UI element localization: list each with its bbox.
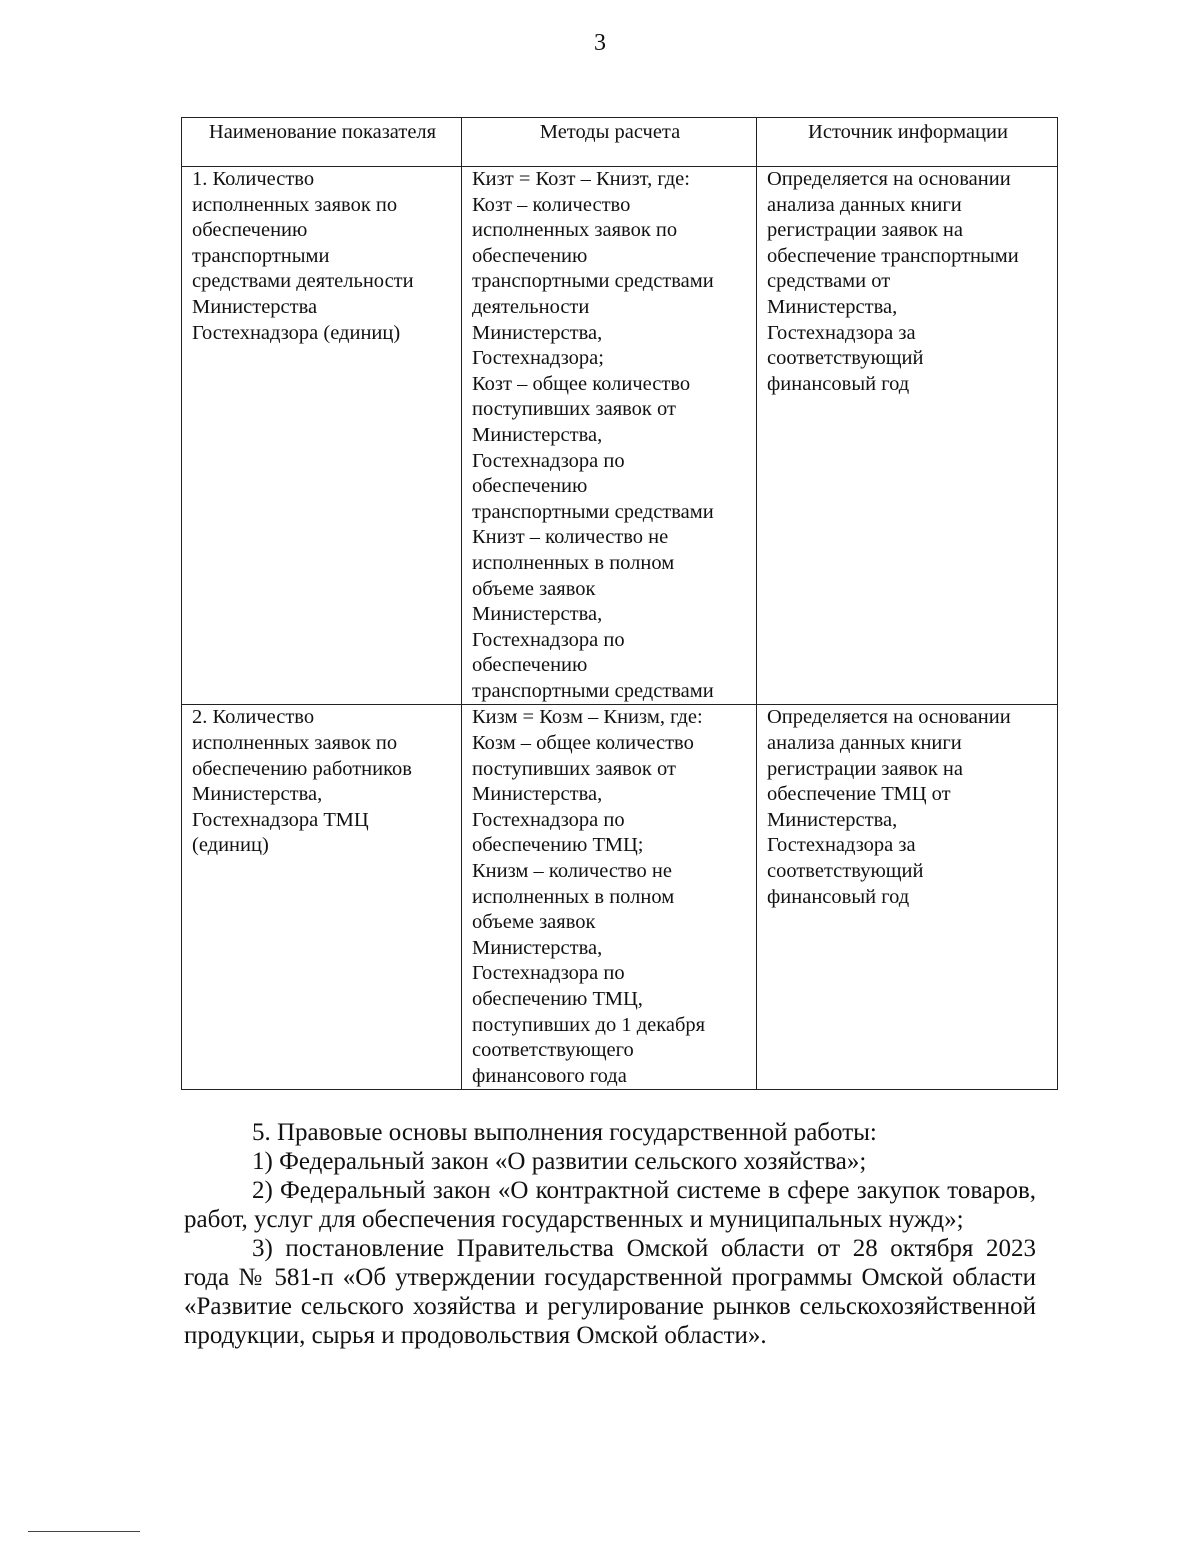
legal-basis-item-2: 2) Федеральный закон «О контрактной системе в сфере закупок товаров, работ, услуг для обеспечения государственных и муниципальных нужд»; (184, 1177, 1036, 1233)
cell-text-line: Гостехнадзора по (472, 449, 625, 472)
cell-text-line: Гостехнадзора по (472, 628, 625, 651)
cell-text-line: (единиц) (192, 834, 269, 857)
cell-text-line: Кизм = Козм – Книзм, где: (472, 706, 703, 729)
cell-text-line: анализа данных книги (767, 193, 962, 216)
cell-text-line: Козт – количество (472, 193, 631, 216)
cell-text-line: Министерства (192, 295, 318, 318)
cell-text-line: регистрации заявок на (767, 219, 963, 242)
cell-text-line: Гостехнадзора; (472, 347, 604, 370)
cell-text-line: обеспечению (472, 244, 588, 267)
cell-text-line: Козт – общее количество (472, 372, 691, 395)
legal-basis-item-3: 3) постановление Правительства Омской области от 28 октября 2023 года № 581-п «Об утверждении государственной программы Омской области «Развитие сельского хозяйства и регулирование рынков сельскохозяйственной продукции, сырья и продовольствия Омской области». (184, 1235, 1036, 1349)
page-number: 3 (594, 30, 606, 56)
table-row (182, 705, 1058, 1090)
cell-text-line: средствами от (767, 270, 891, 293)
cell-text-line: соответствующий (767, 860, 924, 883)
cell-text-line: объеме заявок (472, 577, 596, 600)
cell-text-line: транспортными средствами (472, 500, 714, 523)
footer-rule (28, 1531, 140, 1532)
calculation-method-cell (462, 167, 757, 705)
cell-text-line: Министерства, (767, 808, 898, 831)
cell-text-line: Гостехнадзора по (472, 808, 625, 831)
cell-text-line: Министерства, (192, 783, 323, 806)
cell-text-line: соответствующий (767, 347, 924, 370)
cell-text-line: средствами деятельности (192, 270, 414, 293)
cell-text-line: Министерства, (767, 295, 898, 318)
cell-text-line: Министерства, (472, 321, 603, 344)
cell-text-line: Министерства, (472, 603, 603, 626)
cell-text-line: обеспечению (192, 219, 308, 242)
cell-text-line: Книзм – количество не (472, 860, 672, 883)
cell-text-line: Гостехнадзора за (767, 321, 916, 344)
cell-text-line: Министерства, (472, 783, 603, 806)
cell-text-line: Козм – общее количество (472, 732, 694, 755)
cell-text-line: регистрации заявок на (767, 757, 963, 780)
cell-text-line: Кизт = Козт – Книзт, где: (472, 168, 690, 190)
cell-text-line: Гостехнадзора ТМЦ (192, 808, 369, 831)
cell-text-line: поступивших заявок от (472, 398, 676, 421)
cell-text-line: обеспечению (472, 475, 588, 498)
cell-text-line: Гостехнадзора (единиц) (192, 321, 401, 344)
cell-text-line: финансовый год (767, 885, 910, 908)
cell-text-line: исполненных заявок по (472, 219, 678, 242)
cell-text-line: обеспечение ТМЦ от (767, 783, 951, 806)
cell-text-line: Гостехнадзора по (472, 962, 625, 985)
cell-text-line: транспортными средствами (472, 679, 714, 702)
table-row (182, 167, 1058, 705)
cell-text-line: исполненных заявок по (192, 193, 398, 216)
cell-text-line: объеме заявок (472, 911, 596, 934)
cell-text-line: транспортными средствами (472, 270, 714, 293)
cell-text-line: транспортными (192, 244, 330, 267)
cell-text-line: Министерства, (472, 423, 603, 446)
legal-basis-item-1: 1) Федеральный закон «О развитии сельского хозяйства»; (252, 1148, 867, 1175)
legal-basis-heading: 5. Правовые основы выполнения государственной работы: (252, 1119, 877, 1146)
cell-text-line: обеспечению ТМЦ, (472, 988, 643, 1010)
cell-text-line: поступивших до 1 декабря (472, 1013, 706, 1036)
cell-text-line: Определяется на основании (767, 706, 1011, 729)
indicator-name-cell (182, 705, 462, 1090)
cell-text-line: Гостехнадзора за (767, 834, 916, 857)
cell-text-line: финансового года (472, 1064, 627, 1087)
cell-text-line: Министерства, (472, 936, 603, 959)
cell-text-line: 2. Количество (192, 706, 315, 729)
header-information-source: Источник информации (757, 118, 1058, 167)
cell-text-line: обеспечению ТМЦ; (472, 834, 644, 857)
cell-text-line: анализа данных книги (767, 732, 962, 755)
cell-text-line: обеспечению (472, 654, 588, 677)
header-indicator-name: Наименование показателя (182, 118, 462, 167)
cell-text-line: Определяется на основании (767, 168, 1011, 190)
cell-text-line: обеспечение транспортными (767, 244, 1019, 267)
cell-text-line: 1. Количество (192, 168, 315, 190)
cell-text-line: обеспечению работников (192, 757, 412, 780)
information-source-cell (757, 705, 1058, 1090)
cell-text-line: исполненных в полном (472, 551, 675, 574)
cell-text-line: поступивших заявок от (472, 757, 676, 780)
calculation-method-cell (462, 705, 757, 1090)
cell-text-line: финансовый год (767, 372, 910, 395)
indicators-table (181, 117, 1058, 1090)
cell-text-line: исполненных заявок по (192, 732, 398, 755)
legal-basis-section (184, 1118, 1036, 1350)
header-calculation-method: Методы расчета (462, 118, 757, 167)
table-header-row (182, 118, 1058, 167)
information-source-cell (757, 167, 1058, 705)
cell-text-line: деятельности (472, 295, 590, 318)
cell-text-line: исполненных в полном (472, 885, 675, 908)
indicator-name-cell (182, 167, 462, 705)
cell-text-line: соответствующего (472, 1039, 634, 1062)
cell-text-line: Книзт – количество не (472, 526, 669, 549)
